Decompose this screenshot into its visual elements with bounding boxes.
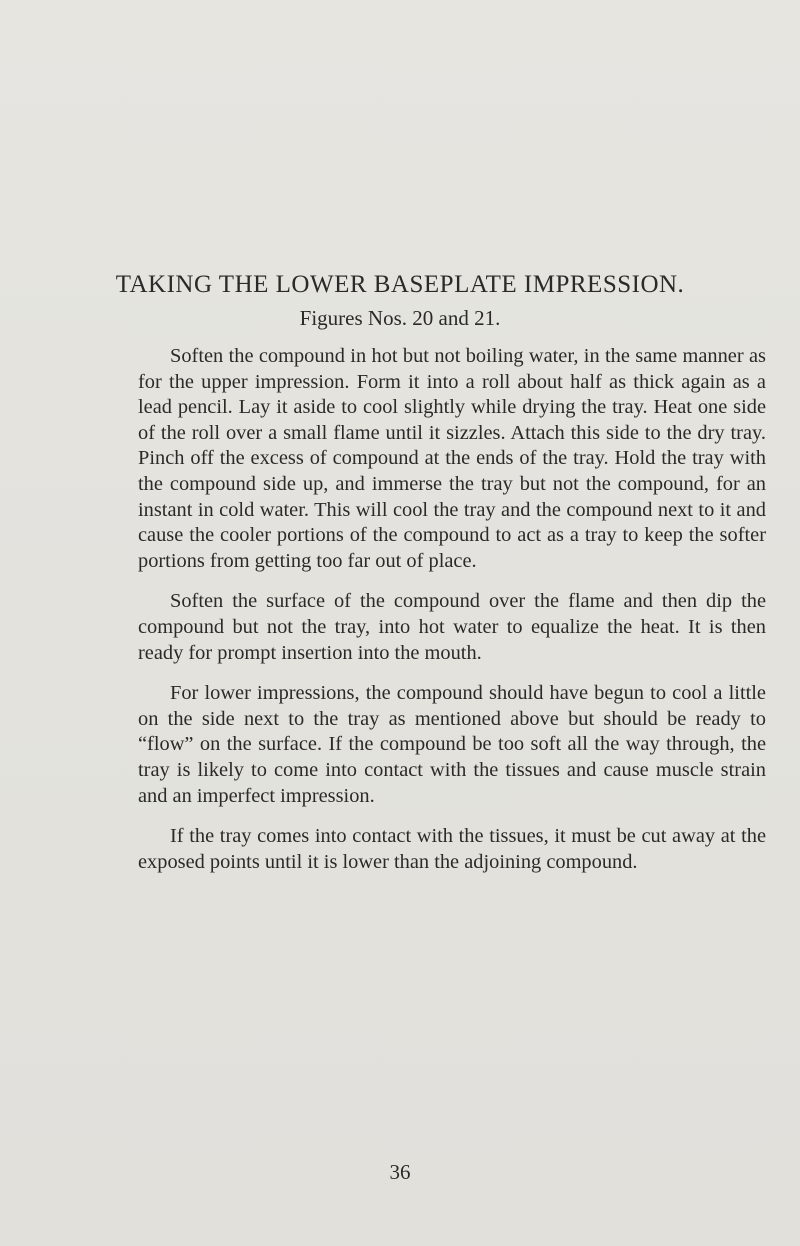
body-text bbox=[138, 344, 766, 890]
paragraph-1: Soften the compound in hot but not boiling water, in the same manner as for the upper impression. Form it into a roll about half as thick again as a lead pencil. Lay it aside to cool slightly while drying the tray. Heat one side of the roll over a small flame until it sizzles. Attach this side to the dry tray. Pinch off the excess of compound at the ends of the tray. Hold the tray with the compound side up, and immerse the tray but not the compound, for an instant in cold water. This will cool the tray and the compound next to it and cause the cooler portions of the compound to act as a tray to keep the softer portions from getting too far out of place. bbox=[138, 345, 766, 572]
paragraph-2: Soften the surface of the compound over the flame and then dip the compound but not the tray, into hot water to equalize the heat. It is then ready for prompt insertion into the mouth. bbox=[138, 590, 766, 664]
page-subtitle: Figures Nos. 20 and 21. bbox=[299, 306, 501, 330]
paragraph-4: If the tray comes into contact with the tissues, it must be cut away at the exposed points until it is lower than the adjoining compound. bbox=[138, 825, 766, 873]
paragraph-3: For lower impressions, the compound should have begun to cool a little on the side next to the tray as mentioned above but should be ready to “flow” on the surface. If the compound be too soft all the way through, the tray is likely to come into contact with the tissues and cause muscle strain and an imperfect impression. bbox=[138, 682, 766, 807]
page-title: TAKING THE LOWER BASEPLATE IMPRESSION. bbox=[115, 271, 685, 298]
page-number: 36 bbox=[389, 1160, 411, 1184]
